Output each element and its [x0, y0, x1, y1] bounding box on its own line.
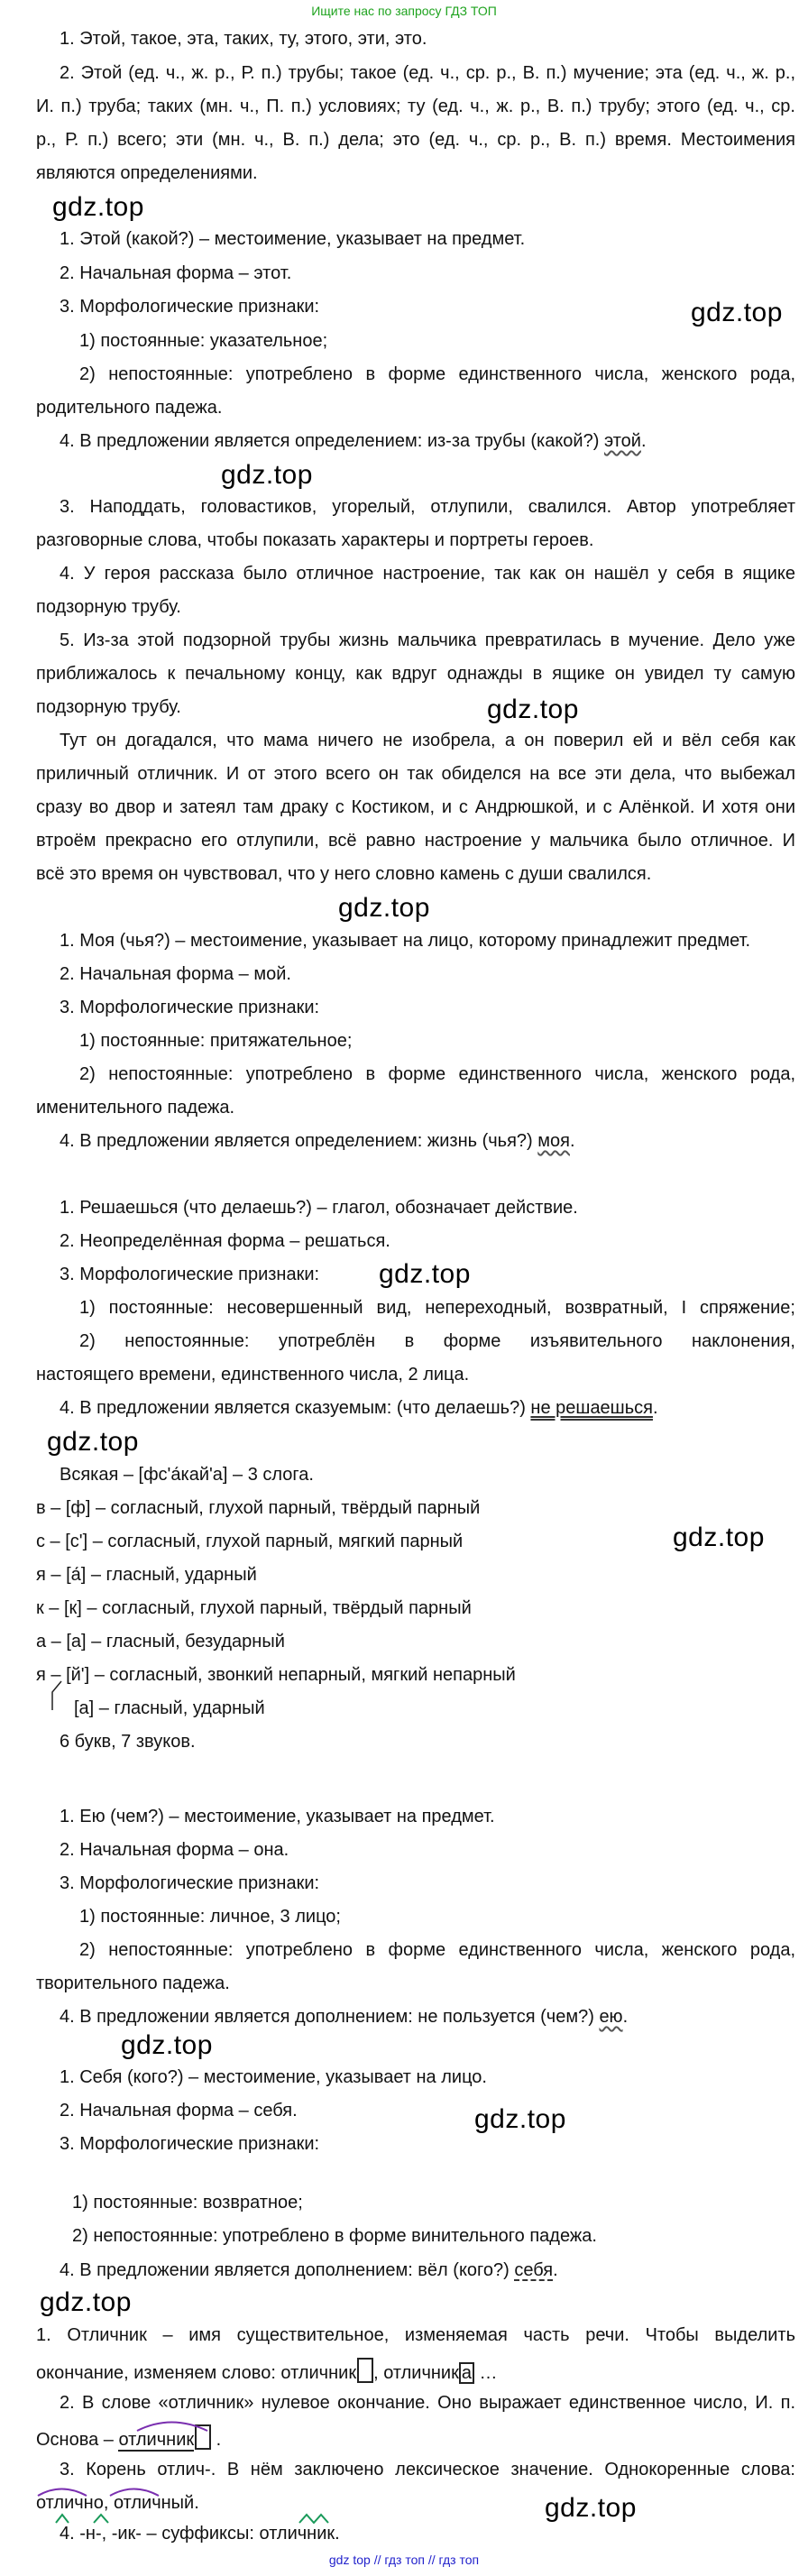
- text-line: 3. Морфологические признаки:: [60, 2134, 320, 2154]
- ending-box-icon: [357, 2358, 373, 2383]
- text-line: родительного падежа.: [36, 398, 223, 418]
- text-span: …: [473, 2363, 498, 2383]
- text-line: [60, 429, 647, 453]
- text-line: 3. Морфологические признаки:: [60, 297, 320, 317]
- text-line: [60, 2259, 558, 2282]
- text-span: отлично: [36, 2493, 104, 2513]
- watermark: gdz.top: [379, 1259, 471, 1289]
- text-line: 3. Корень отлич-. В нём заключено лексическое значение. Однокоренные слова:: [60, 2460, 795, 2479]
- text-line: [60, 2005, 628, 2029]
- text-line: 2) непостоянные: употреблено в форме единственного числа, женского рода,: [79, 1064, 795, 1084]
- underlined-word: этой: [603, 431, 641, 451]
- text-span: .: [652, 1398, 658, 1418]
- text-line: 1) постоянные: возвратное;: [72, 2193, 303, 2213]
- text-line: 3. Морфологические признаки:: [60, 998, 320, 1017]
- text-line: подзорную трубу.: [36, 697, 181, 717]
- text-line: являются определениями.: [36, 163, 258, 183]
- text-span: Основа –: [36, 2430, 119, 2450]
- text-span: .: [622, 2007, 629, 2027]
- ending-box-letter: а: [459, 2362, 474, 2384]
- bottom-banner[interactable]: gdz top // гдз топ // гдз топ: [328, 2553, 480, 2567]
- text-line: 3. Наподдать, головастиков, угорелый, отлупили, свалился. Автор употребляет: [60, 497, 795, 517]
- text-line: втроём прекрасно его отлупили, всё равно настроение у мальчика было отличное. И: [36, 831, 795, 851]
- text-line: 2) непостоянные: употреблено в форме винительного падежа.: [72, 2226, 597, 2246]
- text-line: 2. Неопределённая форма – решаться.: [60, 1231, 390, 1251]
- text-line: с – [с'] – согласный, глухой парный, мягкий парный: [36, 1532, 464, 1551]
- text-line: настоящего времени, единственного числа, 2 лица.: [36, 1365, 470, 1385]
- text-span: .: [194, 2493, 199, 2513]
- text-line: 2. Начальная форма – этот.: [60, 263, 292, 283]
- text-line: разговорные слова, чтобы показать характеры и портреты героев.: [36, 530, 594, 550]
- text-line: 3. Морфологические признаки:: [60, 1873, 320, 1893]
- text-span: ,: [103, 2493, 114, 2513]
- text-line: 2) непостоянные: употреблено в форме единственного числа, женского рода,: [79, 364, 795, 384]
- watermark: gdz.top: [121, 2030, 213, 2060]
- text-line: 2. В слове «отличник» нулевое окончание. Оно выражает единственное число, И. п.: [60, 2393, 795, 2413]
- text-line: И. п.) труба; таких (мн. ч., П. п.) условиях; ту (ед. ч., ж. р., В. п.) трубу; этого (ед. ч., ср.: [36, 97, 795, 116]
- text-span: 4. В предложении является дополнением: не пользуется (чем?): [60, 2007, 600, 2027]
- text-line: 1) постоянные: указательное;: [79, 331, 328, 351]
- text-line: подзорную трубу.: [36, 597, 181, 617]
- text-line: 2) непостоянные: употреблён в форме изъявительного наклонения,: [79, 1331, 795, 1351]
- text-line: [36, 2358, 498, 2385]
- watermark: gdz.top: [221, 460, 313, 490]
- text-line: 2. Этой (ед. ч., ж. р., Р. п.) трубы; такое (ед. ч., ср. р., В. п.) мучение; эта (ед. ч., ж. р.,: [60, 63, 795, 83]
- text-span: 4. В предложении является определением: жизнь (чья?): [60, 1131, 538, 1151]
- text-span: .: [553, 2260, 558, 2280]
- watermark: gdz.top: [52, 192, 144, 222]
- text-line: 1. Себя (кого?) – местоимение, указывает на лицо.: [60, 2067, 487, 2087]
- text-line: 2) непостоянные: употреблено в форме единственного числа, женского рода,: [79, 1940, 795, 1960]
- text-line: Всякая – [фс'а́кай'а] – 3 слога.: [60, 1465, 314, 1485]
- text-line: [а] – гласный, ударный: [74, 1698, 265, 1718]
- bracket-mark-icon: [47, 1679, 65, 1712]
- watermark: gdz.top: [545, 2493, 637, 2523]
- root-arc-icon: [108, 2486, 162, 2497]
- text-line: я – [й'] – согласный, звонкий непарный, мягкий непарный: [36, 1665, 516, 1685]
- text-line: 4. -н-, -ик- – суффиксы: отличник.: [60, 2524, 340, 2544]
- root-arc-icon: [36, 2486, 90, 2497]
- text-line: 1) постоянные: притяжательное;: [79, 1031, 353, 1051]
- text-line: 1. Решаешься (что делаешь?) – глагол, обозначает действие.: [60, 1198, 578, 1218]
- text-line: 5. Из-за этой подзорной трубы жизнь мальчика превратилась в мучение. Дело уже: [60, 630, 795, 650]
- text-span: .: [640, 431, 647, 451]
- text-line: сразу во двор и затеял там драку с Костиком, и с Андрюшкой, и с Алёнкой. И хотя они: [36, 797, 795, 817]
- text-span: отличный: [113, 2493, 195, 2513]
- text-line: 1. Ею (чем?) – местоимение, указывает на предмет.: [60, 1807, 495, 1826]
- text-line: я – [а́] – гласный, ударный: [36, 1565, 257, 1585]
- text-line: творительного падежа.: [36, 1973, 230, 1993]
- text-line: [60, 1129, 575, 1153]
- text-span: .: [211, 2430, 222, 2450]
- top-banner[interactable]: Ищите нас по запросу ГДЗ ТОП: [311, 4, 497, 18]
- text-line: в – [ф] – согласный, глухой парный, твёрдый парный: [36, 1498, 481, 1518]
- text-span: 4. В предложении является определением: из-за трубы (какой?): [60, 431, 604, 451]
- text-line: [60, 1396, 658, 1420]
- text-line: 2. Начальная форма – она.: [60, 1840, 289, 1860]
- text-line: 3. Морфологические признаки:: [60, 1265, 320, 1284]
- root-arc-icon: [135, 2419, 209, 2432]
- watermark: gdz.top: [474, 2104, 566, 2134]
- watermark: gdz.top: [673, 1523, 765, 1552]
- text-line: 1) постоянные: личное, 3 лицо;: [79, 1907, 341, 1927]
- text-line: к – [к] – согласный, глухой парный, твёрдый парный: [36, 1598, 472, 1618]
- watermark: gdz.top: [487, 695, 579, 724]
- text-span: .: [569, 1131, 575, 1151]
- text-line: Тут он догадался, что мама ничего не изобрела, а он поверил ей и вёл себя как: [60, 731, 795, 750]
- watermark: gdz.top: [47, 1427, 139, 1457]
- text-line: р., Р. п.) всего; эти (мн. ч., В. п.) дела; это (ед. ч., ср. р., В. п.) время. Местоимения: [36, 130, 795, 150]
- text-line: 1. Моя (чья?) – местоимение, указывает на лицо, которому принадлежит предмет.: [60, 931, 751, 951]
- watermark: gdz.top: [338, 893, 430, 923]
- underlined-word: ею: [599, 2007, 623, 2027]
- text-line: 6 букв, 7 звуков.: [60, 1732, 196, 1752]
- text-line: 1. Отличник – имя существительное, изменяемая часть речи. Чтобы выделить: [36, 2325, 795, 2345]
- text-line: 2. Начальная форма – себя.: [60, 2101, 298, 2121]
- watermark: gdz.top: [40, 2287, 132, 2317]
- text-span: , отличник: [373, 2363, 459, 2383]
- text-line: 2. Начальная форма – мой.: [60, 964, 291, 984]
- text-line: 4. У героя рассказа было отличное настроение, так как он нашёл у себя в ящике: [60, 564, 795, 584]
- text-line: приближалось к печальному концу, как вдруг однажды в ящике он увидел ту самую: [36, 664, 795, 684]
- text-line: всё это время он чувствовал, что у него словно камень с души свалился.: [36, 864, 652, 884]
- text-line: 1) постоянные: несовершенный вид, непереходный, возвратный, I спряжение;: [79, 1298, 795, 1318]
- text-span: 4. В предложении является дополнением: вёл (кого?): [60, 2260, 515, 2280]
- underlined-word: себя: [514, 2260, 554, 2280]
- text-line: а – [а] – гласный, безударный: [36, 1632, 285, 1651]
- stem-word: отличник: [118, 2430, 195, 2450]
- underlined-word: моя: [537, 1131, 570, 1151]
- text-span: окончание, изменяем слово: отличник: [36, 2363, 357, 2383]
- text-line: 1. Этой (какой?) – местоимение, указывает на предмет.: [60, 229, 526, 249]
- text-line: именительного падежа.: [36, 1098, 235, 1118]
- text-line: приличный отличник. И от этого всего он так обиделся на все эти дела, что выбежал: [36, 764, 795, 784]
- text-line: 1. Этой, такое, эта, таких, ту, этого, эти, это.: [60, 29, 427, 49]
- text-span: 4. В предложении является сказуемым: (что делаешь?): [60, 1398, 531, 1418]
- watermark: gdz.top: [691, 298, 783, 327]
- underlined-word: не решаешься: [530, 1398, 653, 1418]
